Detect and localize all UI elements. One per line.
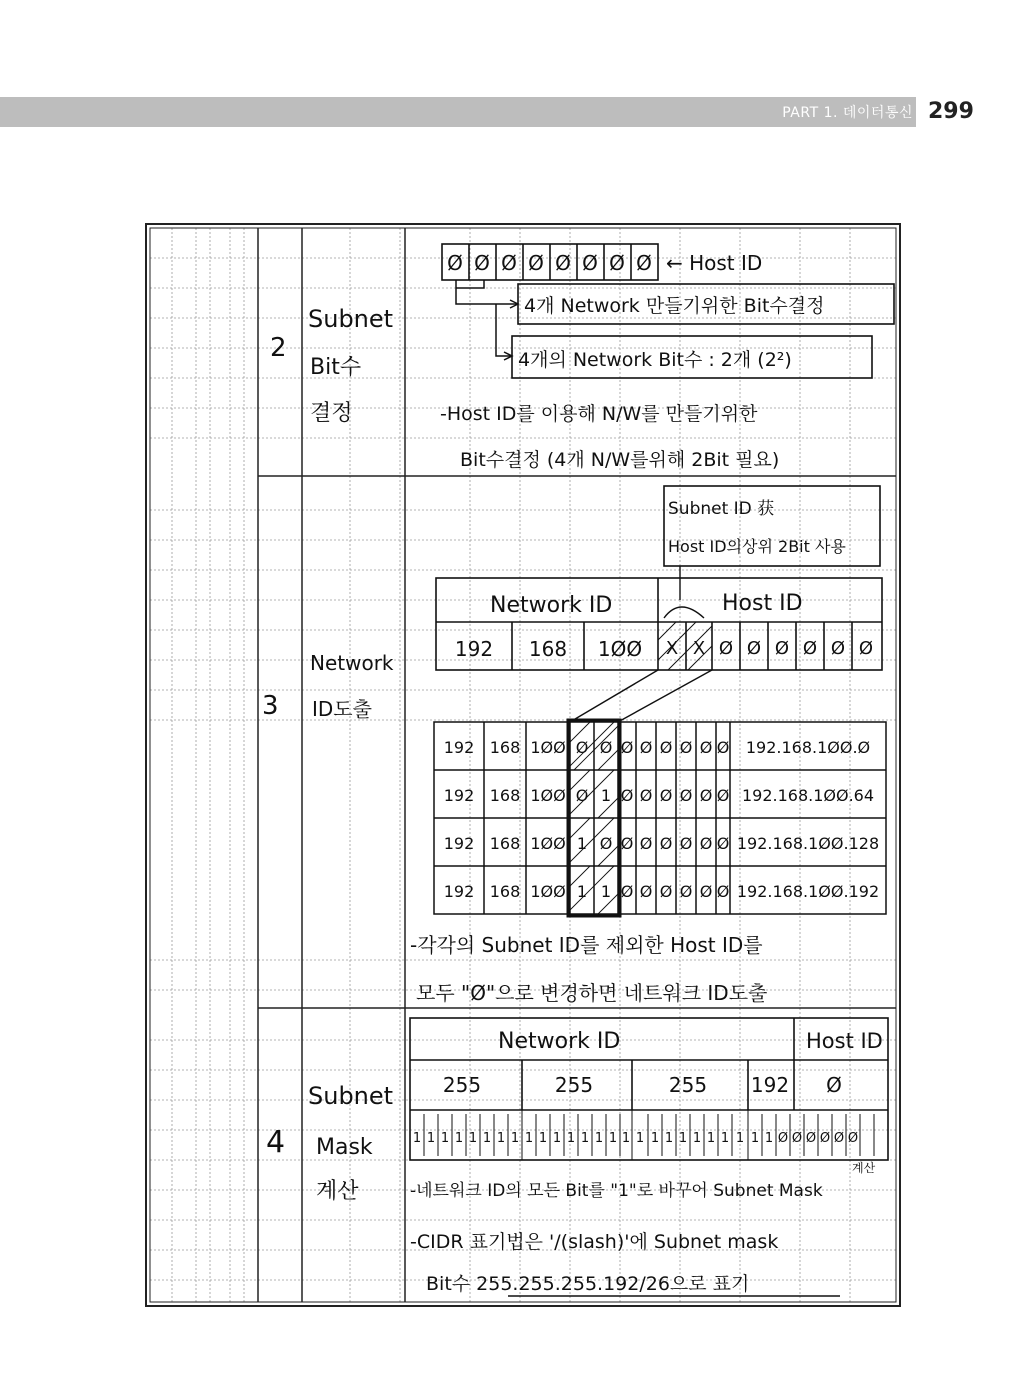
mask-bit: Ø bbox=[805, 1131, 817, 1146]
row-bit: Ø bbox=[716, 786, 730, 805]
row-bit: Ø bbox=[699, 882, 713, 901]
host-bit: Ø bbox=[555, 251, 571, 275]
step-2-title-line1: Subnet bbox=[308, 305, 394, 333]
mask-bit: 1 bbox=[594, 1131, 604, 1146]
mask-bit: 1 bbox=[496, 1131, 506, 1146]
step-4 bbox=[266, 1018, 888, 1296]
row-bit: Ø bbox=[639, 882, 653, 901]
ip-host-bit: Ø bbox=[718, 638, 734, 659]
row-bit: Ø bbox=[679, 882, 693, 901]
bit-count-text-1: 4개 Network 만들기위한 Bit수결정 bbox=[524, 295, 825, 317]
mask-bit: 1 bbox=[552, 1131, 562, 1146]
row-bit: Ø bbox=[599, 834, 613, 853]
row-result: 192.168.1ØØ.Ø bbox=[745, 738, 871, 757]
row-octet: 168 bbox=[489, 834, 521, 853]
step-2-desc-line2: Bit수결정 (4개 N/W를위해 2Bit 필요) bbox=[460, 449, 780, 471]
step-2-number: 2 bbox=[270, 333, 287, 363]
subnet-row-values bbox=[444, 738, 879, 901]
row-result: 192.168.1ØØ.192 bbox=[736, 882, 880, 901]
ip-octet: 168 bbox=[528, 637, 568, 661]
mask-octet: 192 bbox=[750, 1073, 790, 1097]
row-bit: Ø bbox=[679, 786, 693, 805]
mask-bit: 1 bbox=[720, 1131, 730, 1146]
row-bit: Ø bbox=[599, 738, 613, 757]
step-3-desc-line1: -각각의 Subnet ID를 제외한 Host ID를 bbox=[410, 933, 763, 957]
row-bit: Ø bbox=[639, 786, 653, 805]
mask-bit: Ø bbox=[847, 1131, 859, 1146]
row-octet: 168 bbox=[489, 786, 521, 805]
row-octet: 1ØØ bbox=[530, 834, 566, 853]
mask-bit: 1 bbox=[440, 1131, 450, 1146]
step-2-desc-line1: -Host ID를 이용해 N/W를 만들기위한 bbox=[440, 403, 758, 425]
header-part-label: PART 1. 데이터통신 bbox=[782, 105, 913, 121]
row-bit: Ø bbox=[659, 738, 673, 757]
projection-lines bbox=[570, 670, 712, 722]
row-bit: Ø bbox=[699, 834, 713, 853]
mask-bit: 1 bbox=[664, 1131, 674, 1146]
row-bit: Ø bbox=[620, 834, 634, 853]
host-id-pointer-label: ← Host ID bbox=[666, 251, 763, 275]
row-bit: 1 bbox=[600, 882, 612, 901]
step-3-desc-line2: 모두 "Ø"으로 변경하면 네트워크 ID도출 bbox=[416, 981, 768, 1005]
row-bit: 1 bbox=[576, 882, 588, 901]
mask-bit: Ø bbox=[777, 1131, 789, 1146]
mask-network-id-header: Network ID bbox=[498, 1029, 621, 1054]
host-bit: Ø bbox=[528, 251, 544, 275]
row-bit: Ø bbox=[659, 834, 673, 853]
row-bit: Ø bbox=[620, 786, 634, 805]
mask-bit: 1 bbox=[764, 1131, 774, 1146]
mask-bit: 1 bbox=[580, 1131, 590, 1146]
step-3-title-line2: ID도출 bbox=[312, 697, 372, 721]
row-bit: Ø bbox=[575, 786, 589, 805]
mask-octet: 255 bbox=[668, 1073, 708, 1097]
step-3-title-line1: Network bbox=[310, 651, 394, 675]
mask-bit: 1 bbox=[678, 1131, 688, 1146]
subnet-id-note-line1: Subnet ID 获 bbox=[668, 499, 775, 519]
host-bit: Ø bbox=[636, 251, 652, 275]
row-octet: 1ØØ bbox=[530, 786, 566, 805]
row-bit: 1 bbox=[600, 786, 612, 805]
row-result: 192.168.1ØØ.64 bbox=[741, 786, 875, 805]
mask-bit: 1 bbox=[482, 1131, 492, 1146]
mask-bit: 1 bbox=[454, 1131, 464, 1146]
row-bit: Ø bbox=[716, 834, 730, 853]
step-4-title-line1: Subnet bbox=[308, 1082, 394, 1110]
subnet-id-note-line2: Host ID의상위 2Bit 사용 bbox=[668, 537, 846, 556]
mask-octet-values bbox=[443, 1073, 842, 1097]
ip-host-bit: X bbox=[665, 638, 679, 659]
step-3-number: 3 bbox=[262, 691, 279, 721]
step-2-title-line3: 결정 bbox=[310, 401, 353, 426]
row-octet: 168 bbox=[489, 882, 521, 901]
row-bit: Ø bbox=[639, 834, 653, 853]
step-2 bbox=[270, 244, 894, 471]
step-4-desc-line2: -CIDR 표기법은 '/(slash)'에 Subnet mask bbox=[410, 1231, 779, 1253]
bit-count-text-2: 4개의 Network Bit수 : 2개 (2²) bbox=[518, 349, 792, 371]
row-octet: 192 bbox=[443, 738, 475, 757]
step-3 bbox=[262, 486, 886, 1005]
mask-bit: 1 bbox=[468, 1131, 478, 1146]
row-octet: 168 bbox=[489, 738, 521, 757]
step-4-title-line3: 계산 bbox=[316, 1179, 359, 1204]
mask-bit: Ø bbox=[791, 1131, 803, 1146]
mask-bit: 1 bbox=[524, 1131, 534, 1146]
row-bit: Ø bbox=[679, 738, 693, 757]
step-4-number: 4 bbox=[266, 1125, 286, 1160]
step-4-desc-line1: -네트워크 ID의 모든 Bit를 "1"로 바꾸어 Subnet Mask bbox=[410, 1181, 823, 1201]
mask-bit: 1 bbox=[621, 1131, 631, 1146]
host-bit: Ø bbox=[582, 251, 598, 275]
row-result: 192.168.1ØØ.128 bbox=[736, 834, 880, 853]
row-octet: 192 bbox=[443, 882, 475, 901]
host-bit: Ø bbox=[609, 251, 625, 275]
ip-host-bit: Ø bbox=[830, 638, 846, 659]
mask-bit: 1 bbox=[635, 1131, 645, 1146]
host-bit: Ø bbox=[447, 251, 463, 275]
step-4-title-line2: Mask bbox=[316, 1135, 373, 1160]
ip-host-bit-values bbox=[666, 638, 873, 659]
row-bit: Ø bbox=[679, 834, 693, 853]
step-2-title-line2: Bit수 bbox=[310, 355, 362, 380]
row-bit: Ø bbox=[716, 738, 730, 757]
ip-octet: 192 bbox=[454, 637, 494, 661]
row-bit: Ø bbox=[575, 738, 589, 757]
row-bit: Ø bbox=[639, 738, 653, 757]
mask-bit: 1 bbox=[750, 1131, 760, 1146]
row-octet: 192 bbox=[443, 786, 475, 805]
mask-bit: 1 bbox=[412, 1131, 422, 1146]
mask-bit: 1 bbox=[692, 1131, 702, 1146]
row-octet: 1ØØ bbox=[530, 882, 566, 901]
note-pointer-arc bbox=[664, 607, 704, 618]
mask-host-id-header: Host ID bbox=[806, 1029, 883, 1053]
step-4-desc-line3: Bit수 255.255.255.192/26으로 표기 bbox=[426, 1273, 750, 1295]
mask-bit: 1 bbox=[510, 1131, 520, 1146]
row-bit: Ø bbox=[699, 786, 713, 805]
row-bit: Ø bbox=[620, 738, 634, 757]
row-bit: Ø bbox=[620, 882, 634, 901]
ip-host-bit: X bbox=[692, 638, 706, 659]
ip-octet: 1ØØ bbox=[597, 637, 643, 661]
mask-bit: 1 bbox=[538, 1131, 548, 1146]
row-bit: Ø bbox=[699, 738, 713, 757]
network-id-header: Network ID bbox=[490, 593, 613, 618]
mask-octet: Ø bbox=[826, 1073, 842, 1097]
mask-octet: 255 bbox=[554, 1073, 594, 1097]
ip-host-bit: Ø bbox=[746, 638, 762, 659]
row-bit: Ø bbox=[659, 882, 673, 901]
mask-bit: Ø bbox=[833, 1131, 845, 1146]
host-bit: Ø bbox=[501, 251, 517, 275]
mask-bit: 1 bbox=[566, 1131, 576, 1146]
mask-bit: 1 bbox=[608, 1131, 618, 1146]
ip-host-bit: Ø bbox=[802, 638, 818, 659]
row-octet: 1ØØ bbox=[530, 738, 566, 757]
ip-host-bit: Ø bbox=[858, 638, 874, 659]
host-id-header: Host ID bbox=[722, 591, 803, 616]
row-bit: 1 bbox=[576, 834, 588, 853]
row-bit: Ø bbox=[659, 786, 673, 805]
ip-octet-values bbox=[455, 637, 642, 661]
ip-host-bit: Ø bbox=[774, 638, 790, 659]
mask-octet: 255 bbox=[442, 1073, 482, 1097]
mask-bit: 1 bbox=[650, 1131, 660, 1146]
mask-bit: 1 bbox=[706, 1131, 716, 1146]
row-octet: 192 bbox=[443, 834, 475, 853]
mask-small-note: 계산 bbox=[852, 1161, 876, 1175]
mask-bit: 1 bbox=[426, 1131, 436, 1146]
host-bit: Ø bbox=[474, 251, 490, 275]
row-bit: Ø bbox=[716, 882, 730, 901]
mask-bit: 1 bbox=[735, 1131, 745, 1146]
page-number: 299 bbox=[928, 99, 974, 124]
mask-bit: Ø bbox=[819, 1131, 831, 1146]
